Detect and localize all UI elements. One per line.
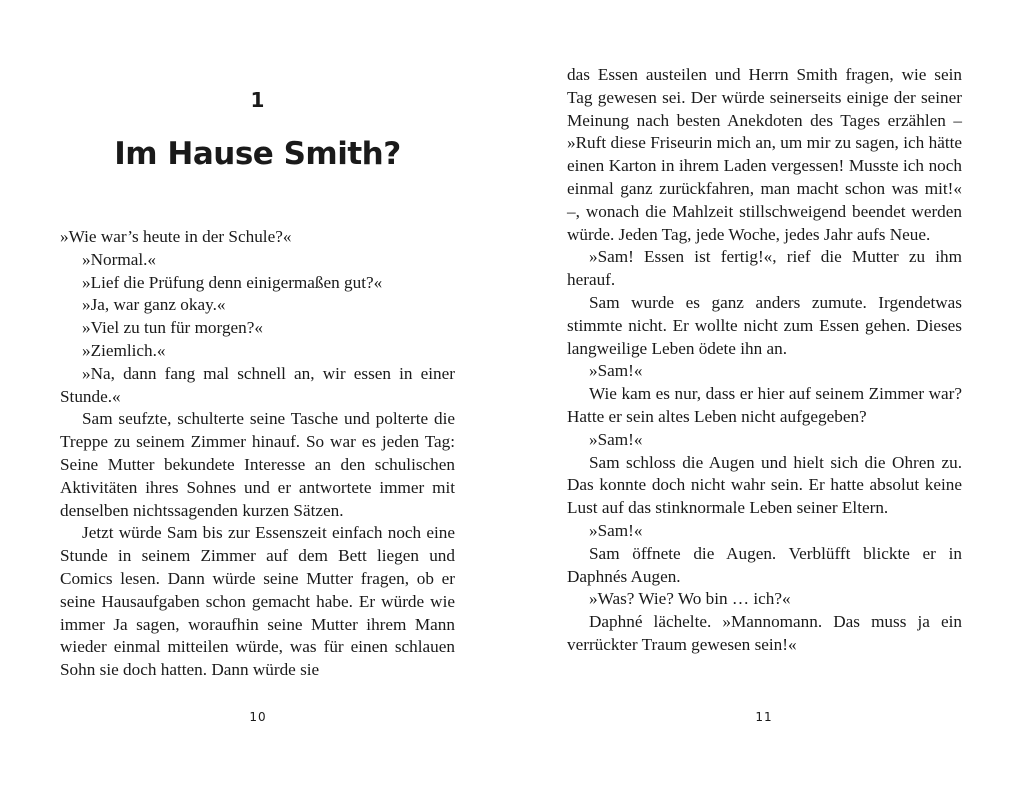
page-number: 10 <box>249 710 267 724</box>
paragraph: »Was? Wie? Wo bin … ich?« <box>589 589 791 609</box>
paragraph: »Lief die Prüfung denn einigermaßen gut?« <box>82 272 383 292</box>
paragraph: »Sam!« <box>589 520 643 540</box>
paragraph: »Sam!« <box>589 429 643 449</box>
right-page <box>510 0 1020 808</box>
chapter-title: Im Hause Smith? <box>114 136 401 172</box>
paragraph: »Sam!« <box>589 361 643 381</box>
paragraph: Sam wurde es ganz anders zumute. Irgendetwas stimmte nicht. Er wollte nicht zum Essen gehen. Dieses langweilige Leben ödete ihn an. <box>567 292 962 358</box>
paragraph: Sam schloss die Augen und hielt sich die Ohren zu. Das konnte doch nicht wahr sein. Er hatte absolut keine Lust auf das stinknormale Leben seiner Eltern. <box>567 452 962 518</box>
paragraph: »Normal.« <box>82 249 156 269</box>
paragraph: »Na, dann fang mal schnell an, wir essen in einer Stunde.« <box>60 363 455 406</box>
left-page-body <box>60 226 455 682</box>
paragraph: Wie kam es nur, dass er hier auf seinem Zimmer war? Hatte er sein altes Leben nicht aufgegeben? <box>567 384 962 426</box>
paragraph: »Ja, war ganz okay.« <box>82 295 226 315</box>
page-number: 11 <box>755 710 773 724</box>
paragraph: Daphné lächelte. »Mannomann. Das muss ja ein verrückter Traum gewesen sein!« <box>567 612 962 654</box>
paragraph: Jetzt würde Sam bis zur Essenszeit einfach noch eine Stunde in seinem Zimmer auf dem Bett liegen und Comics lesen. Dann würde seine Mutter fragen, ob er seine Hausaufgaben schon gemacht habe. Er würde wie immer Ja sagen, woraufhin seine Mutter ihrem Mann wieder einmal mitteilen würde, was für einen schlauen Sohn sie doch hatten. Dann würde sie <box>60 523 455 680</box>
paragraph: Sam öffnete die Augen. Verblüfft blickte er in Daphnés Augen. <box>567 543 962 586</box>
paragraph: »Wie war’s heute in der Schule?« <box>60 227 292 246</box>
paragraph: »Sam! Essen ist fertig!«, rief die Mutter zu ihm herauf. <box>567 247 962 290</box>
right-page-body <box>567 64 962 657</box>
paragraph: »Ziemlich.« <box>82 340 166 360</box>
chapter-number: 1 <box>250 88 265 112</box>
paragraph: Sam seufzte, schulterte seine Tasche und polterte die Treppe zu seinem Zimmer hinauf. So war es jeden Tag: Seine Mutter bekundete Interesse an den schulischen Aktivitäten ihres Sohnes und er antwortete immer mit denselben nichtssagenden kurzen Sätzen. <box>60 409 455 520</box>
paragraph: »Viel zu tun für morgen?« <box>82 318 263 338</box>
paragraph: das Essen austeilen und Herrn Smith fragen, wie sein Tag gewesen sei. Der würde seinerseits einige der seiner Meinung nach besten Anekdoten des Tages erzählen – »Ruft diese Friseurin mich an, um mir zu sagen, ich hätte einen Karton in ihrem Laden vergessen! Musste ich noch einmal ganz zurückfahren, man macht schon was mit!« –, wonach die Mahlzeit stillschweigend beendet werden würde. Jeden Tag, jede Woche, jedes Jahr aufs Neue. <box>567 65 962 244</box>
